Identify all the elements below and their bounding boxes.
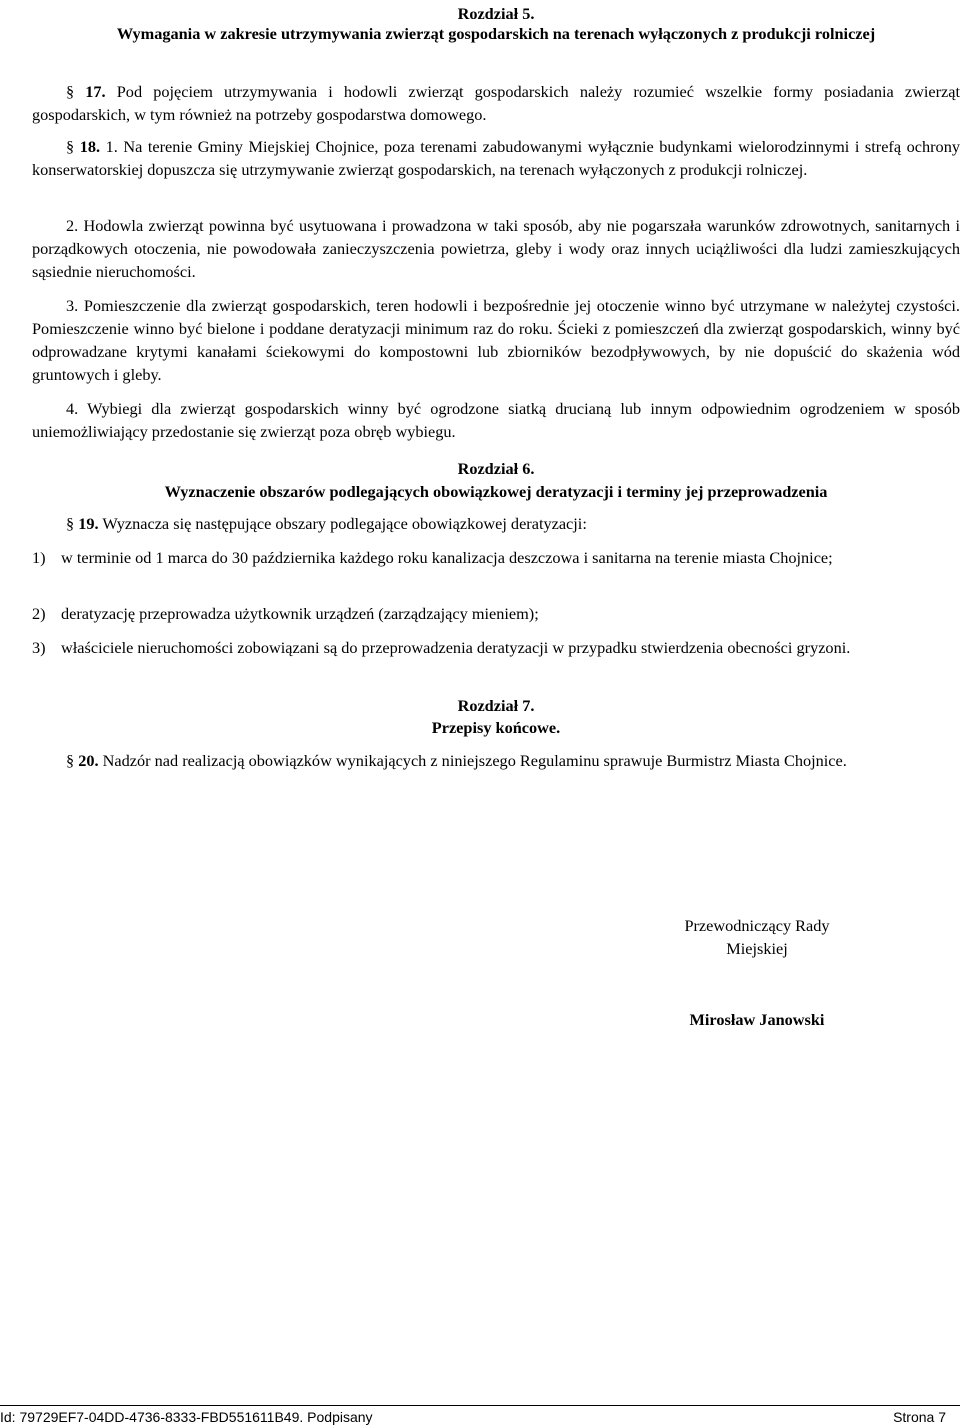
item-text: Hodowla zwierząt powinna być usytuowana i prowadzona w taki sposób, aby nie pogarszała warunków zdrowotnych, sanitarnych i porządkowych otoczenia, nie powodowała zanieczyszczenia powietrza, gleby i wody oraz innych uciążliwości dla ludzi zamieszkujących sąsiednie nieruchomości. [32, 216, 960, 281]
item-number: 2. [66, 216, 79, 235]
item-number: 3. [66, 296, 79, 315]
paragraph-17-text: Pod pojęciem utrzymywania i hodowli zwierząt gospodarskich należy rozumieć wszelkie formy posiadania zwierząt gospodarskich, w tym również na potrzeby gospodarstwa domowego. [32, 82, 960, 124]
item-text: Pomieszczenie dla zwierząt gospodarskich, teren hodowli i bezpośrednie jej otoczenie winno być utrzymane w należytej czystości. Pomieszczenie winno być bielone i poddane deratyzacji minimum raz do roku. Ścieki z pomieszczeń dla zwierząt gospodarskich, winny być odprowadzane krytymi kanałami ściekowymi do kompostowni lub zbiorników bezodpływowych, by nie dopuścić do skażenia wód gruntowych i gleby. [32, 296, 960, 384]
paragraph-19-item-2 [32, 602, 960, 625]
chapter-7-heading: Przepisy końcowe. [431, 718, 561, 737]
page-footer [0, 1405, 960, 1425]
paragraph-18-item-2 [32, 214, 960, 283]
chapter-7-title: Rozdział 7. [457, 696, 535, 715]
paragraph-19-item-1 [32, 546, 960, 569]
paragraph-19: § 19. Wyznacza się następujące obszary podlegające obowiązkowej deratyzacji: [66, 514, 587, 533]
paragraph-20-text: Nadzór nad realizacją obowiązków wynikających z niniejszego Regulaminu sprawuje Burmistrz Miasta Chojnice. [102, 751, 847, 770]
item-number: 1) [32, 548, 46, 567]
paragraph-19-text: Wyznacza się następujące obszary podlegające obowiązkowej deratyzacji: [102, 514, 587, 533]
item-text: deratyzację przeprowadza użytkownik urządzeń (zarządzający mieniem); [61, 604, 539, 623]
item-number: 2) [32, 604, 46, 623]
chapter-5-heading: Wymagania w zakresie utrzymywania zwierząt gospodarskich na terenach wyłączonych z produkcji rolniczej [116, 24, 876, 43]
document-id: Id: 79729EF7-04DD-4736-8333-FBD551611B49. Podpisany [0, 1409, 373, 1425]
item-text: w terminie od 1 marca do 30 października każdego roku kanalizacja deszczowa i sanitarna na terenie miasta Chojnice; [61, 548, 833, 567]
chapter-6-heading: Wyznaczenie obszarów podlegających obowiązkowej deratyzacji i terminy jej przeprowadzenia [164, 482, 828, 501]
signature-role-line-1: Przewodniczący Rady [684, 916, 830, 935]
paragraph-18-item-3 [32, 294, 960, 386]
paragraph-18-item-1: § 18. 1. Na terenie Gminy Miejskiej Chojnice, poza terenami zabudowanymi wyłącznie budynkami wielorodzinnymi i strefą ochrony konserwatorskiej dopuszcza się utrzymywanie zwierząt gospodarskich, na terenach wyłączonych z produkcji rolniczej. [32, 137, 960, 179]
item-text: Na terenie Gminy Miejskiej Chojnice, poza terenami zabudowanymi wyłącznie budynkami wielorodzinnymi i strefą ochrony konserwatorskiej dopuszcza się utrzymywanie zwierząt gospodarskich, na terenach wyłączonych z produkcji rolniczej. [32, 137, 960, 179]
paragraph-18-number: 18. [79, 137, 101, 156]
page-number: Strona 7 [893, 1409, 946, 1425]
item-number: 4. [66, 399, 79, 418]
item-text: Wybiegi dla zwierząt gospodarskich winny być ogrodzone siatką drucianą lub innym odpowiednim ogrodzeniem w sposób uniemożliwiający przedostanie się zwierząt poza obręb wybiegu. [32, 399, 960, 441]
signature-name: Mirosław Janowski [689, 1010, 825, 1029]
paragraph-18-item-4 [32, 397, 960, 443]
paragraph-20-number: 20. [78, 751, 99, 770]
item-number: 1. [105, 137, 118, 156]
item-text: właściciele nieruchomości zobowiązani są do przeprowadzenia deratyzacji w przypadku stwierdzenia obecności gryzoni. [61, 638, 851, 657]
chapter-5-title: Rozdział 5. [457, 4, 535, 23]
paragraph-19-item-3 [32, 636, 960, 659]
item-number: 3) [32, 638, 46, 657]
paragraph-20: § 20. Nadzór nad realizacją obowiązków wynikających z niniejszego Regulaminu sprawuje Burmistrz Miasta Chojnice. [66, 751, 847, 770]
paragraph-17: § 17. Pod pojęciem utrzymywania i hodowli zwierząt gospodarskich należy rozumieć wszelkie formy posiadania zwierząt gospodarskich, w tym również na potrzeby gospodarstwa domowego. [32, 82, 960, 124]
chapter-6-title: Rozdział 6. [457, 459, 535, 478]
paragraph-19-number: 19. [78, 514, 99, 533]
signature-role-line-2: Miejskiej [726, 939, 788, 958]
paragraph-17-number: 17. [85, 82, 106, 101]
